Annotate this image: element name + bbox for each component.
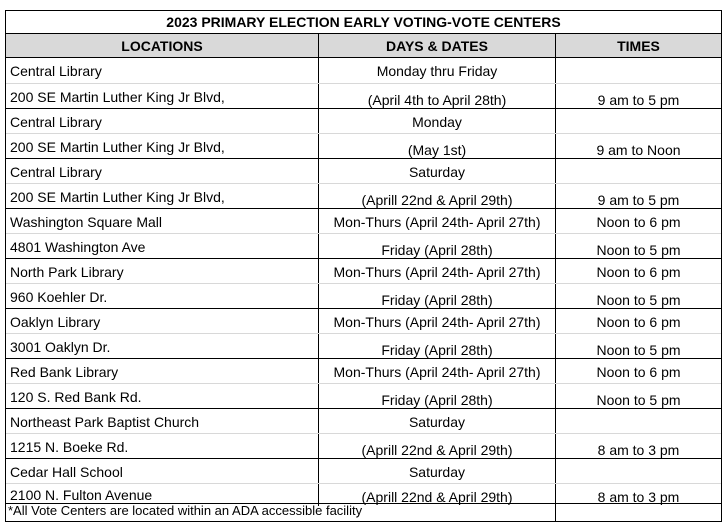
table-title: 2023 PRIMARY ELECTION EARLY VOTING-VOTE CENTERS xyxy=(166,14,561,30)
times-cell: Noon to 6 pm xyxy=(596,263,681,280)
location-cell: Central Library xyxy=(6,159,319,184)
times-cell: Noon to 6 pm xyxy=(596,213,681,230)
header-times: TIMES xyxy=(617,37,660,54)
days-cell: Saturday xyxy=(319,409,556,434)
location-cell: Washington Square Mall xyxy=(6,209,319,234)
header-row xyxy=(6,33,721,58)
location-cell: Cedar Hall School xyxy=(6,459,319,484)
table-row xyxy=(6,83,721,109)
table-row xyxy=(6,158,721,184)
table-row xyxy=(6,333,721,359)
table-row xyxy=(6,308,721,334)
days-cell: Friday (April 28th) xyxy=(319,284,556,309)
header-days: DAYS & DATES xyxy=(319,34,556,57)
times-cell: Noon to 6 pm xyxy=(596,313,681,330)
location-cell: 3001 Oaklyn Dr. xyxy=(6,334,319,359)
location-cell: 4801 Washington Ave xyxy=(6,234,319,259)
table-row xyxy=(6,408,721,434)
times-cell: 8 am to 3 pm xyxy=(597,442,680,458)
footnote: *All Vote Centers are located within an ADA accessible facility xyxy=(6,504,556,521)
days-cell: Friday (April 28th) xyxy=(319,384,556,409)
times-cell xyxy=(556,109,721,134)
times-cell: Noon to 5 pm xyxy=(596,392,681,408)
footnote-row xyxy=(6,503,721,521)
times-cell xyxy=(556,459,721,484)
times-cell: 9 am to 5 pm xyxy=(597,192,680,208)
times-cell: 9 am to 5 pm xyxy=(597,92,680,108)
days-cell: Monday thru Friday xyxy=(319,58,556,83)
days-cell: Saturday xyxy=(319,459,556,484)
vote-centers-table xyxy=(5,10,722,522)
location-cell: 1215 N. Boeke Rd. xyxy=(6,434,319,459)
table-row xyxy=(6,358,721,384)
days-cell: Mon-Thurs (April 24th- April 27th) xyxy=(319,209,556,234)
table-row xyxy=(6,433,721,459)
table-row xyxy=(6,208,721,234)
days-cell: (May 1st) xyxy=(319,134,556,159)
location-cell: 2100 N. Fulton Avenue xyxy=(6,484,319,506)
table-row xyxy=(6,258,721,284)
location-cell: 200 SE Martin Luther King Jr Blvd, xyxy=(6,84,319,109)
times-cell xyxy=(556,159,721,184)
table-row xyxy=(6,383,721,409)
location-cell: 960 Koehler Dr. xyxy=(6,284,319,309)
location-cell: 200 SE Martin Luther King Jr Blvd, xyxy=(6,134,319,159)
times-cell: Noon to 5 pm xyxy=(596,292,681,308)
days-cell: Mon-Thurs (April 24th- April 27th) xyxy=(319,359,556,384)
location-cell: 120 S. Red Bank Rd. xyxy=(6,384,319,409)
times-cell: Noon to 5 pm xyxy=(596,242,681,258)
footnote-empty-cell xyxy=(556,504,721,521)
table-row xyxy=(6,58,721,83)
days-cell: Friday (April 28th) xyxy=(319,334,556,359)
location-cell: 200 SE Martin Luther King Jr Blvd, xyxy=(6,184,319,209)
table-row xyxy=(6,283,721,309)
days-cell: Mon-Thurs (April 24th- April 27th) xyxy=(319,309,556,334)
table-row xyxy=(6,108,721,134)
location-cell: North Park Library xyxy=(6,259,319,284)
days-cell: Saturday xyxy=(319,159,556,184)
location-cell: Red Bank Library xyxy=(6,359,319,384)
days-cell: Monday xyxy=(319,109,556,134)
table-row xyxy=(6,458,721,484)
times-cell: Noon to 5 pm xyxy=(596,342,681,358)
times-cell: 9 am to Noon xyxy=(596,142,681,158)
days-cell: (Aprill 22nd & April 29th) xyxy=(319,484,556,506)
days-cell: (Aprill 22nd & April 29th) xyxy=(319,184,556,209)
days-cell: (Aprill 22nd & April 29th) xyxy=(319,434,556,459)
location-cell: Oaklyn Library xyxy=(6,309,319,334)
days-cell: Mon-Thurs (April 24th- April 27th) xyxy=(319,259,556,284)
times-cell xyxy=(556,58,721,83)
days-cell: (April 4th to April 28th) xyxy=(319,84,556,109)
table-row xyxy=(6,183,721,209)
location-cell: Central Library xyxy=(6,109,319,134)
days-cell: Friday (April 28th) xyxy=(319,234,556,259)
location-cell: Central Library xyxy=(6,58,319,83)
times-cell: 8 am to 3 pm xyxy=(597,489,680,505)
times-cell: Noon to 6 pm xyxy=(596,363,681,380)
table-row xyxy=(6,233,721,259)
header-locations: LOCATIONS xyxy=(6,34,319,57)
table-row xyxy=(6,133,721,159)
location-cell: Northeast Park Baptist Church xyxy=(6,409,319,434)
times-cell xyxy=(556,409,721,434)
